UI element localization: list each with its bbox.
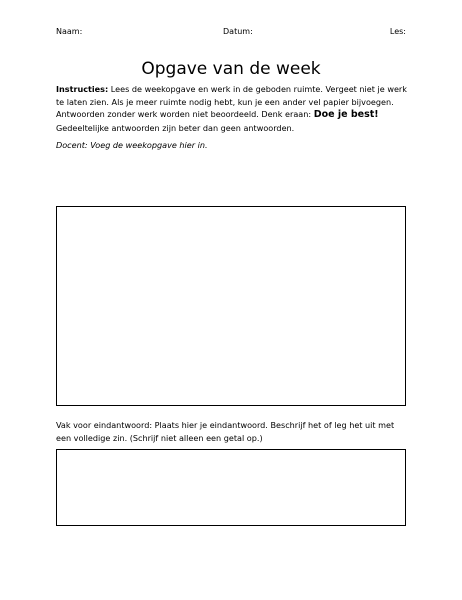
instructions-emphasis: Doe je best! — [313, 109, 379, 121]
answer-label: Vak voor eindantwoord: Plaats hier je eindantwoord. Beschrijf het of leg het uit met een volledige zin. (Schrijf niet alleen een getal op.) — [56, 420, 395, 443]
naam-label: Naam: — [56, 27, 83, 36]
header-fields — [56, 26, 406, 38]
les-label: Les: — [389, 27, 406, 36]
instructions-text-2: Gedeeltelijke antwoorden zijn beter dan geen antwoorden. — [56, 122, 295, 133]
teacher-note: Docent: Voeg de weekopgave hier in. — [56, 140, 208, 150]
instructions-paragraph — [56, 83, 408, 134]
instructions-text-1: Lees de weekopgave en werk in de geboden ruimte. Vergeet niet je werk te laten zien. Als je meer ruimte nodig hebt, kun je een ander vel papier bijvoegen. Antwoorden zonder werk worden niet beoordeeld. Denk eraan: — [56, 84, 407, 120]
work-area-box[interactable] — [56, 206, 406, 406]
datum-label: Datum: — [223, 27, 253, 36]
page-title: Opgave van de week — [141, 59, 321, 79]
final-answer-box[interactable] — [56, 449, 406, 526]
instructions-lead: Instructies: — [56, 84, 109, 94]
